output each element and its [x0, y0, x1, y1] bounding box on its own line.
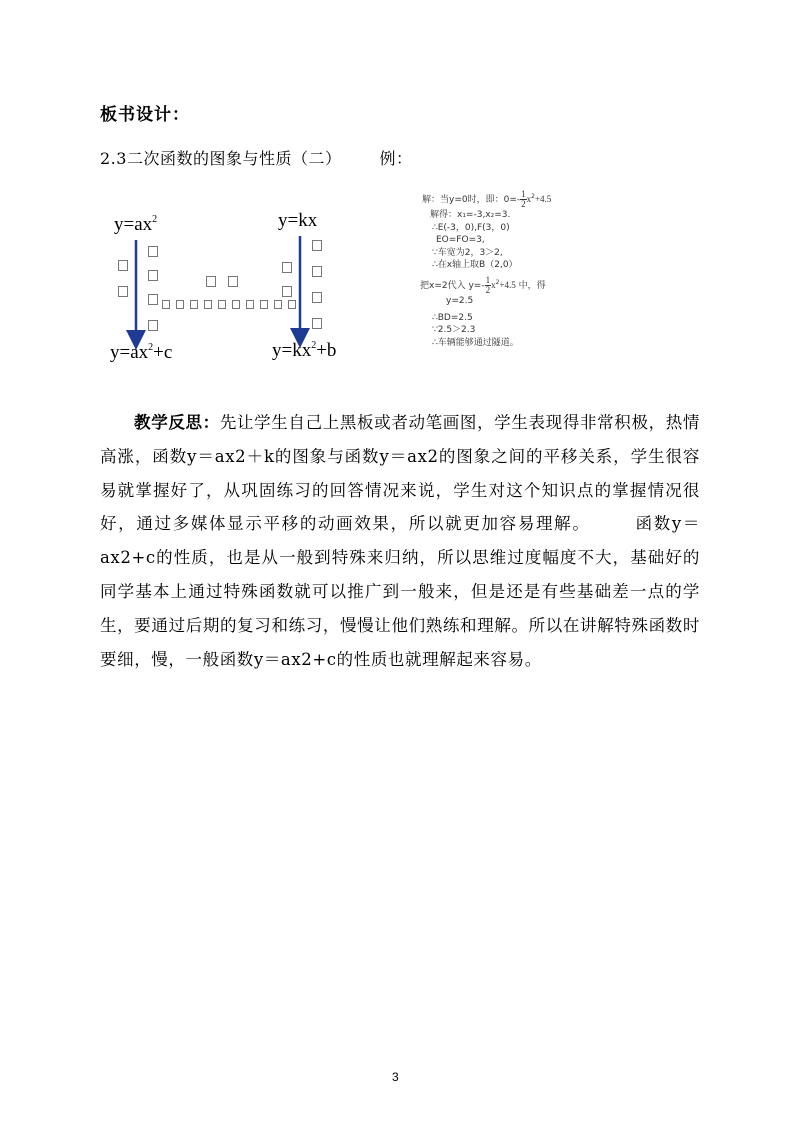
solution-line: EO=FO=3, — [436, 235, 485, 246]
placeholder-box — [148, 270, 158, 281]
right-bottom-formula: $y=kx^2+b$ — [272, 340, 337, 361]
solution-line: ∵2.5＞2.3 — [432, 325, 476, 336]
placeholder-box — [190, 300, 198, 309]
placeholder-box — [260, 300, 268, 309]
solution-line: 把x=2代入 y=- $\frac{1}{2}$ $x^2+4.5$ 中，得 — [420, 274, 546, 295]
placeholder-box — [162, 300, 170, 309]
solution-line: 解得：x₁=-3,x₂=3. — [430, 210, 511, 220]
reflection-part1: 先让学生自己上黑板或者动笔画图，学生表现得非常积极，热情高涨，函数y＝ax2＋k的图象与函数y＝ax2的图象之间的平移关系，学生很容易就掌握好了，从巩固练习的回答情况来说，学生对这个知识点的掌握情况很好，通过多媒体显示平移的动画效果，所以就更加容易理解。 — [100, 413, 700, 534]
placeholder-box — [246, 300, 254, 309]
placeholder-box — [312, 240, 322, 251]
board-diagram — [100, 200, 370, 380]
lesson-title: 2.3二次函数的图象与性质（二） — [100, 149, 342, 168]
solution-line: ∵车宽为2，3＞2, — [432, 247, 503, 258]
page-number: 3 — [392, 1070, 399, 1084]
right-top-formula: y=kx — [278, 210, 318, 231]
board-design-heading: 板书设计： — [100, 105, 190, 125]
solution-line: ∴E(-3，0),F(3，0) — [432, 222, 510, 233]
placeholder-box — [176, 300, 184, 309]
placeholder-box — [148, 294, 158, 305]
translation-arrows — [100, 200, 370, 380]
solution-line: ∴车辆能够通过隧道。 — [432, 337, 519, 348]
example-label: 例： — [379, 149, 413, 168]
placeholder-box — [288, 300, 296, 309]
placeholder-box — [312, 266, 322, 277]
placeholder-box — [148, 246, 158, 257]
reflection-part2: 函数y＝ax2+c的性质，也是从一般到特殊来归纳，所以思维过度幅度不大，基础好的同学基本上通过特殊函数就可以推广到一般来，但是还是有些基础差一点的学生，要通过后期的复习和练习，慢慢让他们熟练和理解。所以在讲解特殊函数时要细，慢，一般函数y＝ax2+c的性质也就理解起来容易。 — [100, 514, 700, 669]
placeholder-box — [218, 300, 226, 309]
placeholder-box — [282, 286, 292, 297]
left-bottom-formula: $y=ax^2+c$ — [110, 342, 173, 363]
placeholder-box — [148, 320, 158, 331]
placeholder-box — [312, 292, 322, 303]
teaching-reflection — [100, 406, 700, 676]
solution-line: y=2.5 — [446, 295, 474, 306]
solution-line: ∴在x轴上取B（2,0） — [432, 260, 518, 271]
placeholder-box — [312, 318, 322, 329]
placeholder-box — [204, 300, 212, 309]
placeholder-box — [228, 276, 238, 287]
solution-line: 解：当y=0时，即：0=- $\frac{1}{2}$ $x^2+4.5$ — [422, 189, 552, 209]
lesson-subtitle — [100, 146, 412, 169]
placeholder-box — [274, 300, 282, 309]
placeholder-box — [118, 286, 128, 297]
left-top-formula: $y=ax^2$ — [114, 214, 158, 235]
placeholder-box — [232, 300, 240, 309]
example-solution — [418, 188, 598, 384]
placeholder-box — [118, 260, 128, 271]
solution-line: ∴BD=2.5 — [432, 312, 473, 323]
placeholder-box — [282, 262, 292, 273]
reflection-lead: 教学反思： — [134, 413, 220, 432]
placeholder-box — [206, 276, 216, 287]
